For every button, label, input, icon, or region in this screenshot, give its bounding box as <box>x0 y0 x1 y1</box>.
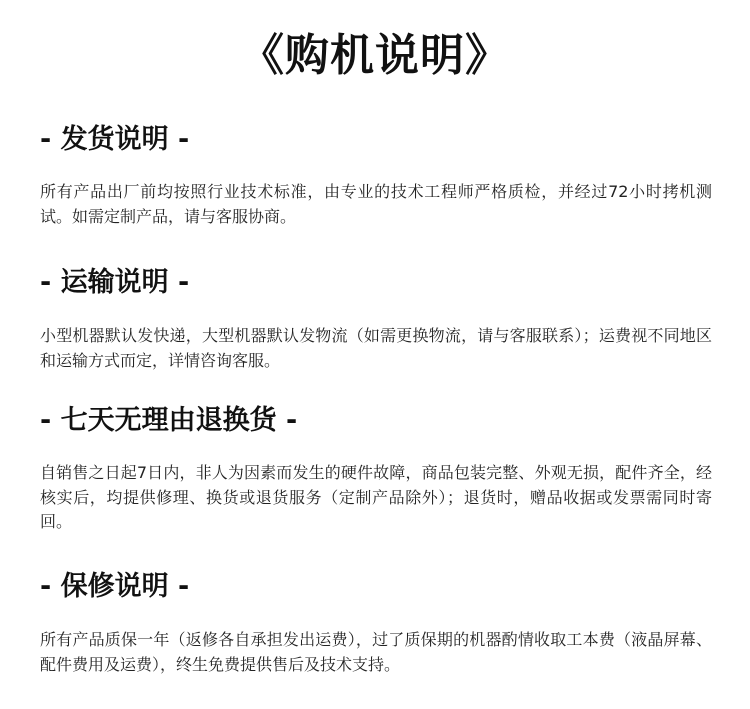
shipping-section-body: 所有产品出厂前均按照行业技术标准，由专业的技术工程师严格质检，并经过72小时拷机测试。如需定制产品，请与客服协商。 <box>40 182 712 226</box>
shipping-section-heading: - 发货说明 - <box>40 124 190 155</box>
page-title: 《购机说明》 <box>240 30 510 81</box>
transport-section-body: 小型机器默认发快递，大型机器默认发物流（如需更换物流，请与客服联系）；运费视不同地区和运输方式而定，详情咨询客服。 <box>40 326 712 370</box>
warranty-section-body: 所有产品质保一年（返修各自承担发出运费），过了质保期的机器酌情收取工本费（液晶屏幕、配件费用及运费），终生免费提供售后及技术支持。 <box>40 630 712 674</box>
warranty-section-heading: - 保修说明 - <box>40 571 190 602</box>
seven-day-return-section-heading: - 七天无理由退换货 - <box>40 405 298 436</box>
transport-section-heading: - 运输说明 - <box>40 267 190 298</box>
seven-day-return-section-body: 自销售之日起7日内，非人为因素而发生的硬件故障，商品包装完整、外观无损，配件齐全，经核实后，均提供修理、换货或退货服务（定制产品除外）；退货时，赠品收据或发票需同时寄回。 <box>40 463 712 531</box>
